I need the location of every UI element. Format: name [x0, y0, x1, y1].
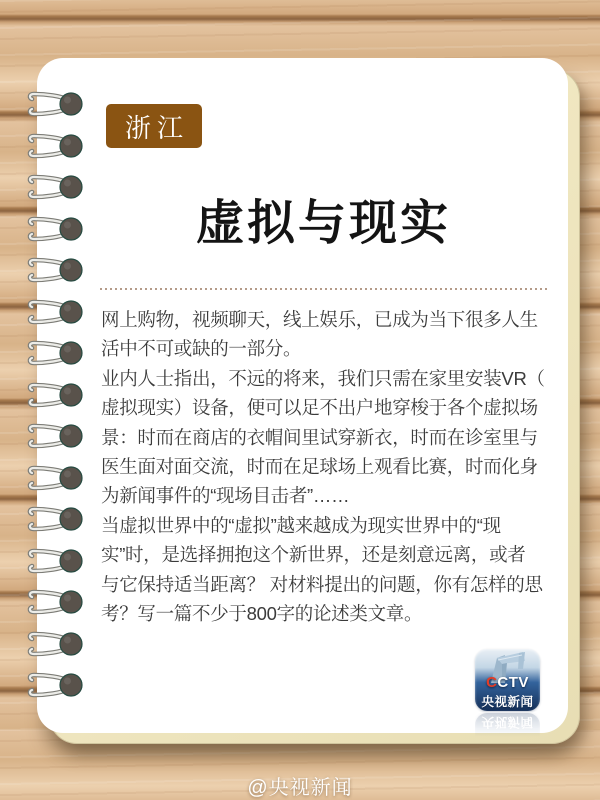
essay-line: 为新闻事件的“现场目击者”……: [101, 485, 350, 507]
essay-line: 业内人士指出，不远的将来，我们只需在家里安装VR（: [101, 367, 545, 389]
page-title: 虚拟与现实: [195, 197, 451, 250]
binder-ring-icon: [26, 255, 84, 285]
binder-ring-icon: [26, 463, 84, 493]
essay-line: 实”时，是选择拥抱这个新世界，还是刻意远离，或者: [101, 544, 526, 566]
binder-ring-icon: [26, 131, 84, 161]
binder-ring-icon: [26, 297, 84, 327]
essay-line: 景：时而在商店的衣帽间里试穿新衣，时而在诊室里与: [101, 426, 538, 448]
cctv-caption: 央视新闻: [481, 695, 534, 709]
region-badge: 浙江: [106, 104, 202, 148]
essay-line: 当虚拟世界中的“虚拟”越来越成为现实世界中的“现: [101, 514, 501, 536]
essay-line: 活中不可或缺的一部分。: [101, 338, 302, 360]
essay-text: [101, 305, 551, 628]
binder-ring-icon: [26, 587, 84, 617]
essay-line: 虚拟现实）设备，便可以足不出户地穿梭于各个虚拟场: [101, 397, 538, 419]
essay-line: 考？写一篇不少于800字的论述类文章。: [101, 603, 423, 625]
essay-line: 网上购物，视频聊天，线上娱乐，已成为当下很多人生: [101, 309, 538, 330]
binder-ring-icon: [26, 421, 84, 451]
binder-ring-icon: [26, 546, 84, 576]
binder-ring-icon: [26, 214, 84, 244]
binder-ring-icon: [26, 504, 84, 534]
essay-line: 医生面对面交流，时而在足球场上观看比赛，时而化身: [101, 456, 538, 478]
watermark: @央视新闻: [247, 777, 353, 799]
cctv-wordmark: CCTV: [486, 674, 529, 691]
binder-ring-icon: [26, 629, 84, 659]
binder-ring-icon: [26, 670, 84, 700]
essay-line: 与它保持适当距离？ 对材料提出的问题，你有怎样的思: [101, 573, 543, 595]
binder-ring-icon: [26, 380, 84, 410]
dotted-divider: [100, 288, 547, 290]
cctv-news-logo: [475, 649, 540, 711]
notebook-page: [37, 58, 568, 733]
binder-ring-icon: [26, 89, 84, 119]
binder-ring-icon: [26, 172, 84, 202]
binder-ring-icon: [26, 338, 84, 368]
